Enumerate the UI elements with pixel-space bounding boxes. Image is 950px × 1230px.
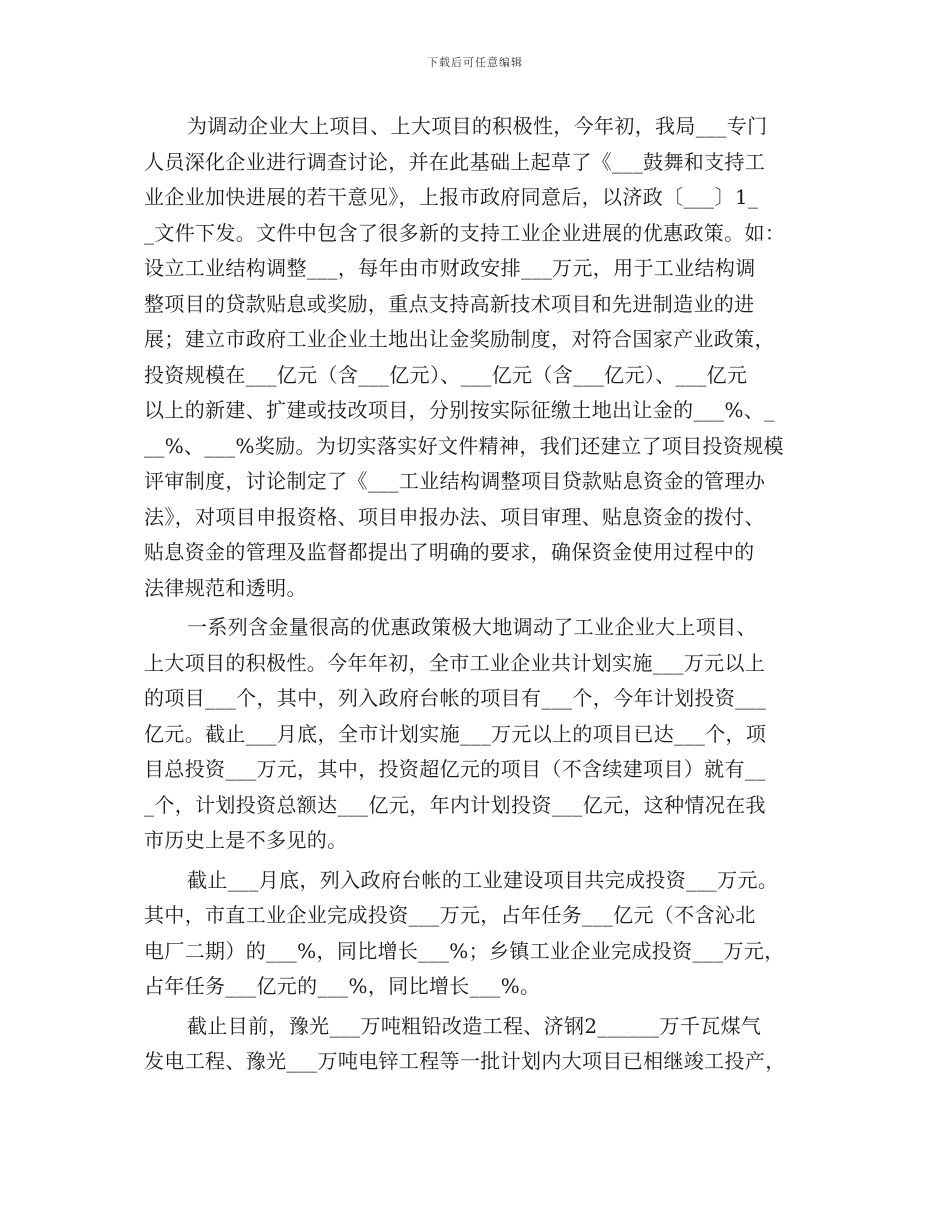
text-line: 为调动企业大上项目、上大项目的积极性，今年初，我局___专门 bbox=[187, 114, 768, 138]
text-line: 的项目___个，其中，列入政府台帐的项目有___个，今年计划投资___ bbox=[144, 686, 767, 710]
text-line: 一系列含金量很高的优惠政策极大地调动了工业企业大上项目、 bbox=[187, 615, 757, 639]
text-line: 亿元。截止___月底，全市计划实施___万元以上的项目已达___个，项 bbox=[144, 721, 767, 746]
text-line: 法》，对项目申报资格、项目申报办法、项目审理、贴息资金的拨付、 bbox=[144, 504, 765, 529]
text-line: 截止目前，豫光___万吨粗铅改造工程、济钢2______万千瓦煤气 bbox=[187, 1013, 762, 1038]
document-body bbox=[144, 109, 814, 1080]
text-line: 整项目的贷款贴息或奖励，重点支持高新技术项目和先进制造业的进 bbox=[144, 291, 755, 316]
text-line: 截止___月底，列入政府台帐的工业建设项目共完成投资___万元。 bbox=[187, 867, 779, 892]
text-line: 业企业加快进展的若干意见》，上报市政府同意后，以济政〔___〕1_ bbox=[144, 185, 759, 209]
text-line: 法律规范和透明。 bbox=[144, 575, 307, 600]
text-line: 上大项目的积极性。今年年初，全市工业企业共计划实施___万元以上 bbox=[144, 650, 766, 675]
paragraph-1 bbox=[144, 109, 814, 606]
text-line: _文件下发。文件中包含了很多新的支持工业企业进展的优惠政策。如： bbox=[144, 220, 786, 245]
paragraph-2 bbox=[144, 610, 814, 859]
text-line: 设立工业结构调整___，每年由市财政安排___万元，用于工业结构调 bbox=[144, 256, 756, 280]
text-line: 贴息资金的管理及监督都提出了明确的要求，确保资金使用过程中的 bbox=[144, 540, 755, 564]
paragraph-3 bbox=[144, 863, 814, 1005]
text-line: 投资规模在___亿元（含___亿元）、___亿元（含___亿元）、___亿元 bbox=[144, 362, 748, 387]
paragraph-4 bbox=[144, 1009, 814, 1080]
text-line: 其中，市直工业企业完成投资___万元，占年任务___亿元（不含沁北 bbox=[144, 903, 756, 927]
text-line: 展；建立市政府工业企业土地出让金奖励制度，对符合国家产业政策， bbox=[144, 327, 775, 351]
text-line: 评审制度，讨论制定了《___工业结构调整项目贷款贴息资金的管理办 bbox=[144, 469, 766, 493]
text-line: 占年任务___亿元的___%，同比增长___%。 bbox=[144, 974, 541, 998]
page-header: 下载后可任意编辑 bbox=[427, 56, 523, 69]
text-line: 电厂二期）的___%，同比增长___%；乡镇工业企业完成投资___万元， bbox=[144, 938, 785, 963]
text-line: 发电工程、豫光___万吨电锌工程等一批计划内大项目已相继竣工投产， bbox=[144, 1049, 786, 1073]
text-line: 目总投资___万元，其中，投资超亿元的项目（不含续建项目）就有__ bbox=[144, 757, 766, 781]
text-line: 市历史上是不多见的。 bbox=[144, 828, 348, 852]
text-line: 人员深化企业进行调查讨论，并在此基础上起草了《___鼓舞和支持工 bbox=[144, 149, 766, 174]
text-line: __%、___%奖励。为切实落实好文件精神，我们还建立了项目投资规模 bbox=[144, 433, 784, 458]
text-line: _个，计划投资总额达___亿元，年内计划投资___亿元，这种情况在我 bbox=[144, 792, 766, 817]
text-line: 以上的新建、扩建或技改项目，分别按实际征缴土地出让金的___%、_ bbox=[144, 398, 775, 422]
